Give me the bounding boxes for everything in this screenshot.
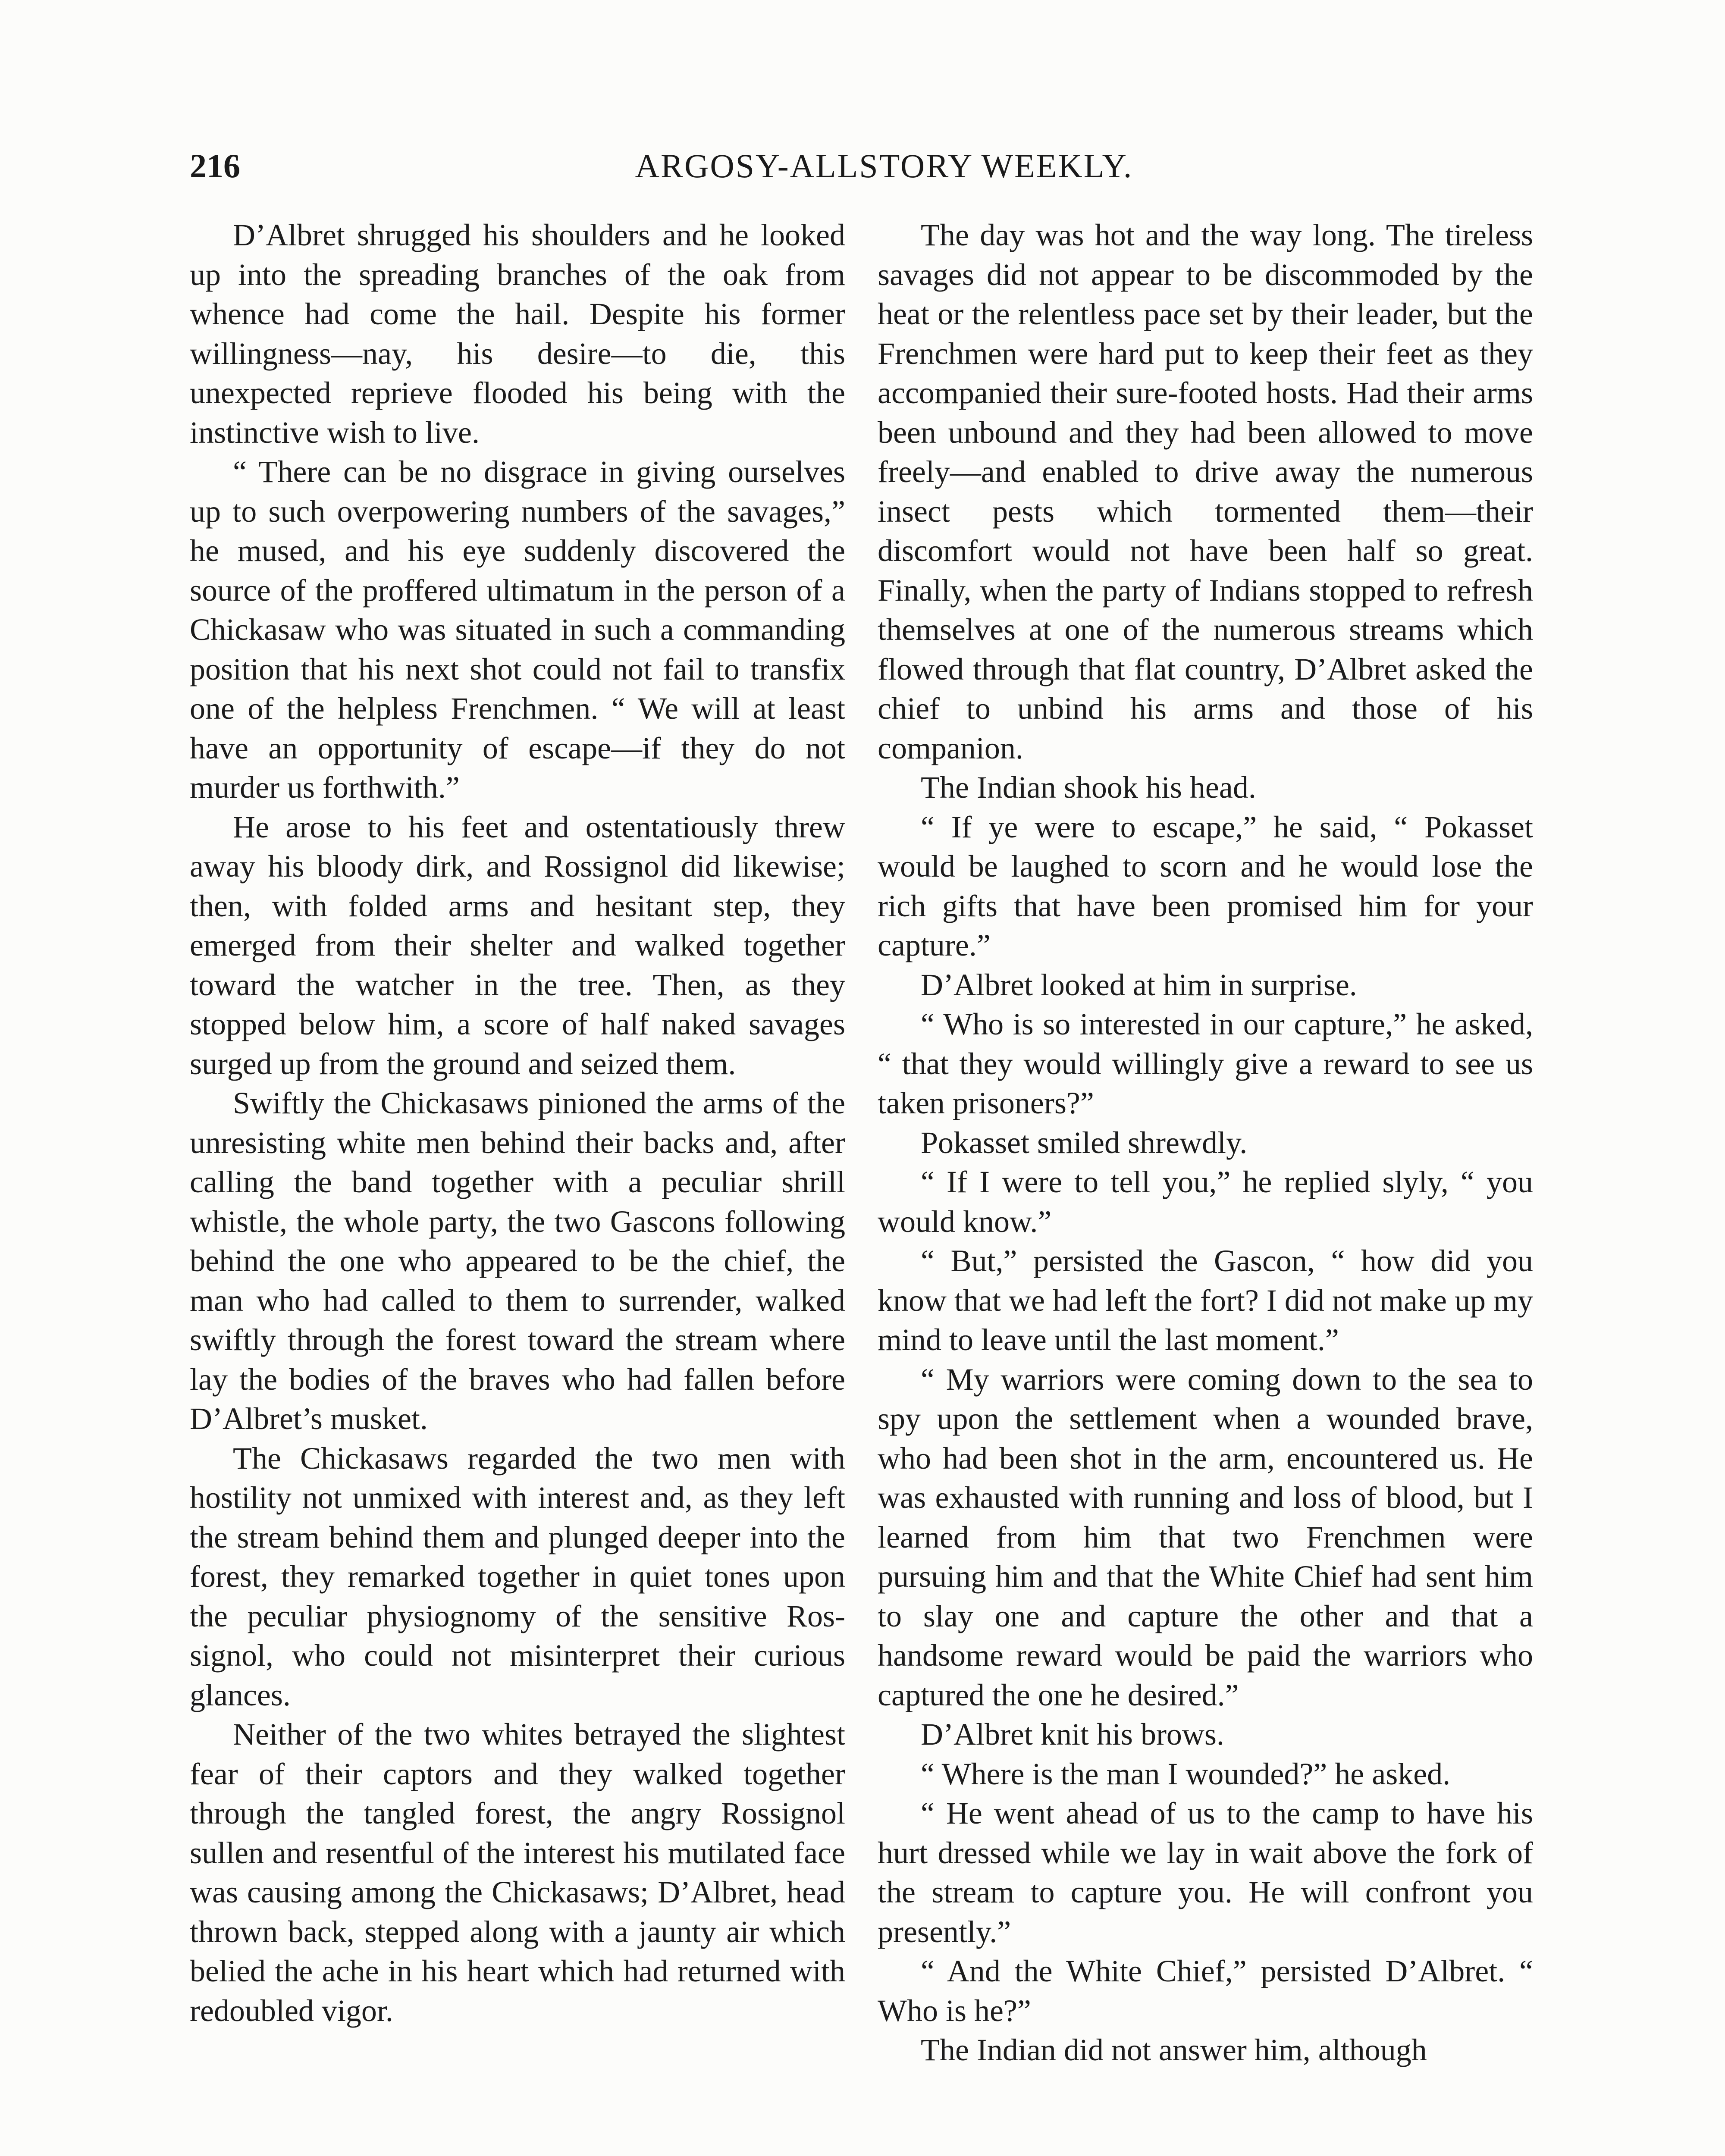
paragraph: The day was hot and the way long. The tireless savages did not appear to be discommoded by the heat or the relentless pace set by their leader, but the Frenchmen were hard put to keep their feet as they accompanied their sure-footed hosts. Had their arms been unbound and they had been allowed to move freely—and enabled to drive away the numerous insect pests which tormented them—their discomfort would not have been half so great. Finally, when the party of Indians stopped to refresh themselves at one of the numerous streams which flowed through that flat country, D’Albret asked the chief to unbind his arms and those of his companion. (878, 218, 1533, 765)
left-column (190, 216, 845, 2031)
paragraph: D’Albret knit his brows. (921, 1717, 1224, 1752)
running-title: ARGOSY-ALLSTORY WEEKLY. (635, 147, 1133, 185)
paragraph: “ My warriors were coming down to the sea to spy upon the settlement when a wounded brave, who had been shot in the arm, encountered us. He was exhausted with running and loss of blood, but I learned from him that two Frenchmen were pursuing him and that the White Chief had sent him to slay one and capture the other and that a handsome reward would be paid the warriors who captured the one he desired.” (878, 1362, 1533, 1712)
paragraph: The Chickasaws regarded the two men with hostility not unmixed with interest and, as they left the stream behind them and plunged deeper into the forest, they remarked together in quiet tones upon the peculiar physiognomy of the sensitive Rossignol, who could not misinterpret their curious glances. (190, 1441, 845, 1712)
paragraph: “ He went ahead of us to the camp to have his hurt dressed while we lay in wait above the fork of the stream to capture you. He will confront you presently.” (878, 1796, 1533, 1949)
page-number: 216 (190, 147, 240, 185)
paragraph: D’Albret shrugged his shoulders and he looked up into the spreading branches of the oak from whence had come the hail. Despite his former willingness—nay, his desire—to die, this unexpected reprieve flooded his being with the instinctive wish to live. (190, 218, 845, 450)
paragraph: “ But,” persisted the Gascon, “ how did you know that we had left the fort? I did not make up my mind to leave until the last moment.” (878, 1244, 1533, 1357)
paragraph: Pokasset smiled shrewdly. (921, 1125, 1248, 1160)
paragraph: “ There can be no disgrace in giving ourselves up to such overpowering numbers of the savages,” he mused, and his eye suddenly discovered the source of the proffered ultimatum in the person of a Chickasaw who was situated in such a commanding position that his next shot could not fail to transfix one of the helpless Frenchmen. “ We will at least have an opportunity of escape—if they do not murder us forthwith.” (190, 454, 845, 805)
paragraph: “ Who is so interested in our capture,” he asked, “ that they would willingly give a reward to see us taken prisoners?” (878, 1007, 1533, 1120)
paragraph: “ Where is the man I wounded?” he asked. (921, 1756, 1451, 1791)
paragraph: “ And the White Chief,” persisted D’Albret. “ Who is he?” (878, 1954, 1533, 2028)
paragraph: Neither of the two whites betrayed the slightest fear of their captors and they walked together through the tangled forest, the angry Rossignol sullen and resentful of the interest his mutilated face was causing among the Chickasaws; D’Albret, head thrown back, stepped along with a jaunty air which belied the ache in his heart which had returned with redoubled vigor. (190, 1717, 845, 2028)
paragraph: Swiftly the Chickasaws pinioned the arms of the unresisting white men behind their backs and, after calling the band together with a peculiar shrill whistle, the whole party, the two Gascons following behind the one who appeared to be the chief, the man who had called to them to surrender, walked swiftly through the forest toward the stream where lay the bodies of the braves who had fallen before D’Albret’s musket. (190, 1086, 845, 1436)
paragraph: The Indian shook his head. (921, 770, 1256, 805)
paragraph: He arose to his feet and ostentatiously threw away his bloody dirk, and Rossignol did likewise; then, with folded arms and hesitant step, they emerged from their shelter and walked together toward the watcher in the tree. Then, as they stopped below him, a score of half naked savages surged up from the ground and seized them. (190, 809, 845, 1081)
paragraph: D’Albret looked at him in surprise. (921, 967, 1357, 1002)
page-header (190, 142, 1544, 190)
paragraph: “ If I were to tell you,” he replied slyly, “ you would know.” (878, 1165, 1533, 1239)
paragraph: The Indian did not answer him, although (921, 2033, 1427, 2067)
paragraph: “ If ye were to escape,” he said, “ Pokasset would be laughed to scorn and he would lose the rich gifts that have been promised him for your capture.” (878, 809, 1533, 962)
right-column (878, 216, 1533, 2070)
